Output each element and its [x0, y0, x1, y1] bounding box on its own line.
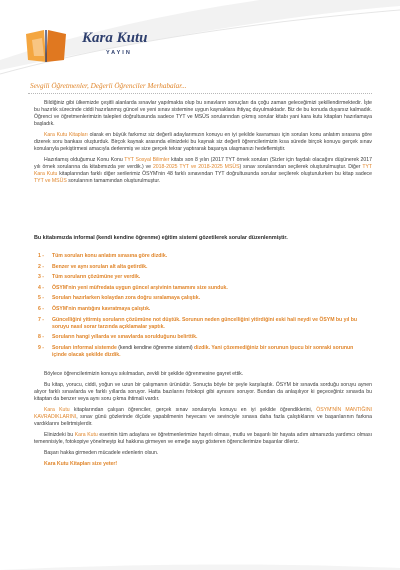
outro-paragraph-3: [34, 407, 372, 428]
p3-highlight-series: TYT Kara Kutu: [34, 164, 373, 178]
list-item: [38, 295, 368, 302]
open-book-logo-icon: [22, 26, 70, 66]
o3-brand-highlight: Kara Kutu: [44, 407, 70, 414]
list-item-9-text-a: Soruları informal sistemde: [52, 344, 119, 351]
list-item-text: [52, 345, 368, 359]
list-item-number: 7 -: [38, 316, 44, 323]
outro-paragraph-2: Bu kitap, yorucu, ciddi, yoğun ve uzun bir çalışmanın ürünüdür. Sonuçta böyle bir şeyle karşılaştık. ÖSYM bir sınavda sorduğu soruyu aynen alıyor farklı sınavlarda ve farklı yıllarda soruyor. Hatta bazılarını fotokopi gibi aynısını soruyor. Bundan da anlaşılıyor ki geçeceğiniz sınavda bu kitaptan da benzer veya aynı soru çıkma ihtimali vardır.: [34, 382, 372, 403]
publisher-logo: [22, 22, 222, 70]
o4-brand-highlight: Kara Kutu: [74, 432, 98, 439]
list-item: [38, 345, 368, 359]
p3-highlight-exams: TYT ve MSÜS: [34, 178, 67, 185]
features-subtitle: Bu kitabımızda informal (kendi kendine öğrenme) eğitim sistemi gözetilerek sorular düzenlenmiştir.: [34, 235, 288, 241]
list-item-text: Soruları hazırlarken kolaydan zora doğru sıralamaya çalıştık.: [52, 295, 200, 302]
list-item-9-text-b: (kendi kendine öğrenme sistemi): [118, 344, 193, 351]
list-item: [38, 253, 368, 260]
intro-section: [34, 100, 372, 186]
list-item: [38, 285, 368, 292]
list-item-number: 6 -: [38, 305, 44, 312]
p3-text-i: sorularının tamamından oluşturulmuştur.: [66, 178, 161, 185]
o3-text-b: kitaplarından çalışan öğrenciler, gerçek sınav sorularıyla konuyu en iyi şekilde öğrendiklerini,: [69, 407, 317, 414]
intro-paragraph-1: Bildiğiniz gibi ülkemizde çeşitli alanlarda sınavlar yapılmakta olup bu sınavların sonuçları da çoğu zaman geleceğimizi şekillendirmektedir. İşte bu hazırlık sürecinde ciddi hazırlanmış güncel ve yeni sınav sistemine uygun kaynaklara ihtiyaç duyulmaktadır. Biz de bu konuda duyarsız kalmadık. Öğrenci ve öğretmenlerimizin talepleri doğrultusunda sadece TYT ve MSÜS sorularından çıkmış sorular kitabı yani kara kutu kitapları hazırlamaya başladık.: [34, 100, 372, 128]
o4-text-c: eserinin tüm adaylara ve öğretmenlerimize hayırlı olması, mutlu ve başarılı bir hayata adım atmanızda yardımcı olması temennisiyle, fotokopiye yönelmeyip kul hakkına girmeyen ve emeğe saygı gösteren öğrencilerimize başarılar dileriz.: [34, 432, 372, 446]
list-item-text: ÖSYM'nin mantığını kavratmaya çalıştık.: [52, 305, 151, 312]
list-item: [38, 274, 368, 281]
logo-sub-text: YAYIN: [106, 50, 132, 56]
list-item-text: Soruların hangi yıllarda ve sınavlarda sorulduğunu belirttik.: [52, 334, 198, 341]
list-item-text: ÖSYM'nin yeni müfredata uygun güncel arşivinin tamamını size sunduk.: [52, 284, 228, 291]
list-item-number: 2 -: [38, 263, 44, 270]
list-item-number: 8 -: [38, 334, 44, 341]
list-item-number: 9 -: [38, 344, 44, 351]
list-item-number: 3 -: [38, 274, 44, 281]
intro-paragraph-2-text: olarak en büyük farkımız siz değerli adaylarımızın konuyu en iyi şekilde kavraması için soruları konu anlatım sırasına göre dizerek soru bankası oluşturduk. Birçok kaynak arasında elinizdeki bu kaynak siz değerli öğrencilerimizin kısa sürede birçok konuyu gerçek sınav konularıyla pekiştirmesi amacıyla derlenmiş ve size gerçek tekrar yaptırarak başarıya ulaşmanızı hedeflemiştir.: [34, 132, 372, 153]
list-item: [38, 334, 368, 341]
list-item: [38, 306, 368, 313]
list-item: [38, 317, 368, 331]
intro-paragraph-3: [34, 157, 372, 185]
p3-text-g: kitaplarından farklı diğer serilerimiz ÖSYM'nin 48 farklı sınavından TYT doğrultusunda sorular seçilerek oluşturulurken bu kitap sadece: [57, 171, 372, 178]
o3-text-d: , sınav günü gözlerinde ölçüde yapabilmenin heyecanı ve sevinciyle sınava daha fazla çalıştıklarını ve başarılarının farkına vardıklarını belirtmişlerdir.: [34, 414, 372, 428]
footer-decoration: [0, 558, 400, 570]
list-item-number: 1 -: [38, 253, 44, 259]
list-item-number: 4 -: [38, 284, 44, 291]
list-item-text: Güncelliğini yitirmiş soruların çözümüne not düştük. Sorunun neden güncelliğini yitirdiğini eski hali neydi ve ÖSYM bu yıl bu soruyu nasıl sorar tarzında açıklamalar yaptık.: [52, 316, 358, 330]
greeting-heading: Sevgili Öğretmenler, Değerli Öğrenciler Merhabalar...: [30, 82, 187, 90]
o3-highlight-logic: ÖSYM'NİN MANTIĞINI KAVRADIKLARINI: [34, 407, 372, 421]
list-item: [38, 264, 368, 271]
intro-paragraph-2: [34, 132, 372, 153]
o4-text-a: Elinizdeki bu: [44, 432, 75, 439]
p3-text-e: ) sınav sorularından seçilerek oluşturulmuştur. Diğer: [239, 164, 363, 171]
list-item-9-text-c: dizdik. Yani çözemediğiniz bir sorunun ipucu bir sonraki sorunun içinde olacak şekilde dizdik.: [52, 344, 354, 358]
p3-highlight-book: TYT Sosyal Bilimler: [124, 157, 170, 164]
p3-highlight-years: 2018-2025 TYT ve 2018-2025 MSÜS: [152, 164, 240, 171]
list-item-number: 5 -: [38, 295, 44, 302]
outro-section: [34, 371, 372, 469]
p3-text-a: Hazırlamış olduğumuz Konu Konu: [44, 157, 125, 164]
p3-text-c: kitabı son 8 yılın (2017 TYT örnek soruları (Sizler için faydalı olacağını düşünerek 2017 yılı örnek sorularına da kitabımızda yer verdik.) ve: [34, 157, 372, 171]
brand-highlight: Kara Kutu Kitapları: [44, 132, 88, 139]
greeting-divider: [28, 93, 372, 94]
list-item-text: Tüm soruları konu anlatım sırasına göre dizdik.: [52, 253, 168, 259]
list-item-text: Benzer ve aynı soruları alt alta getirdik.: [52, 263, 148, 270]
outro-paragraph-4: [34, 432, 372, 446]
closing-slogan: Kara Kutu Kitapları size yeter!: [44, 461, 118, 468]
outro-paragraph-5: Başarı hakka girmeden mücadele edenlerin olsun.: [44, 450, 159, 457]
outro-paragraph-1: Böylece öğrencilerimizin konuyu sıkılmadan, zevkli bir şekilde öğrenmesine gayret ettik.: [44, 371, 244, 377]
features-list: [38, 253, 368, 359]
logo-brand-text: Kara Kutu: [82, 30, 148, 46]
list-item-text: Tüm soruların çözümüne yer verdik.: [52, 274, 141, 281]
